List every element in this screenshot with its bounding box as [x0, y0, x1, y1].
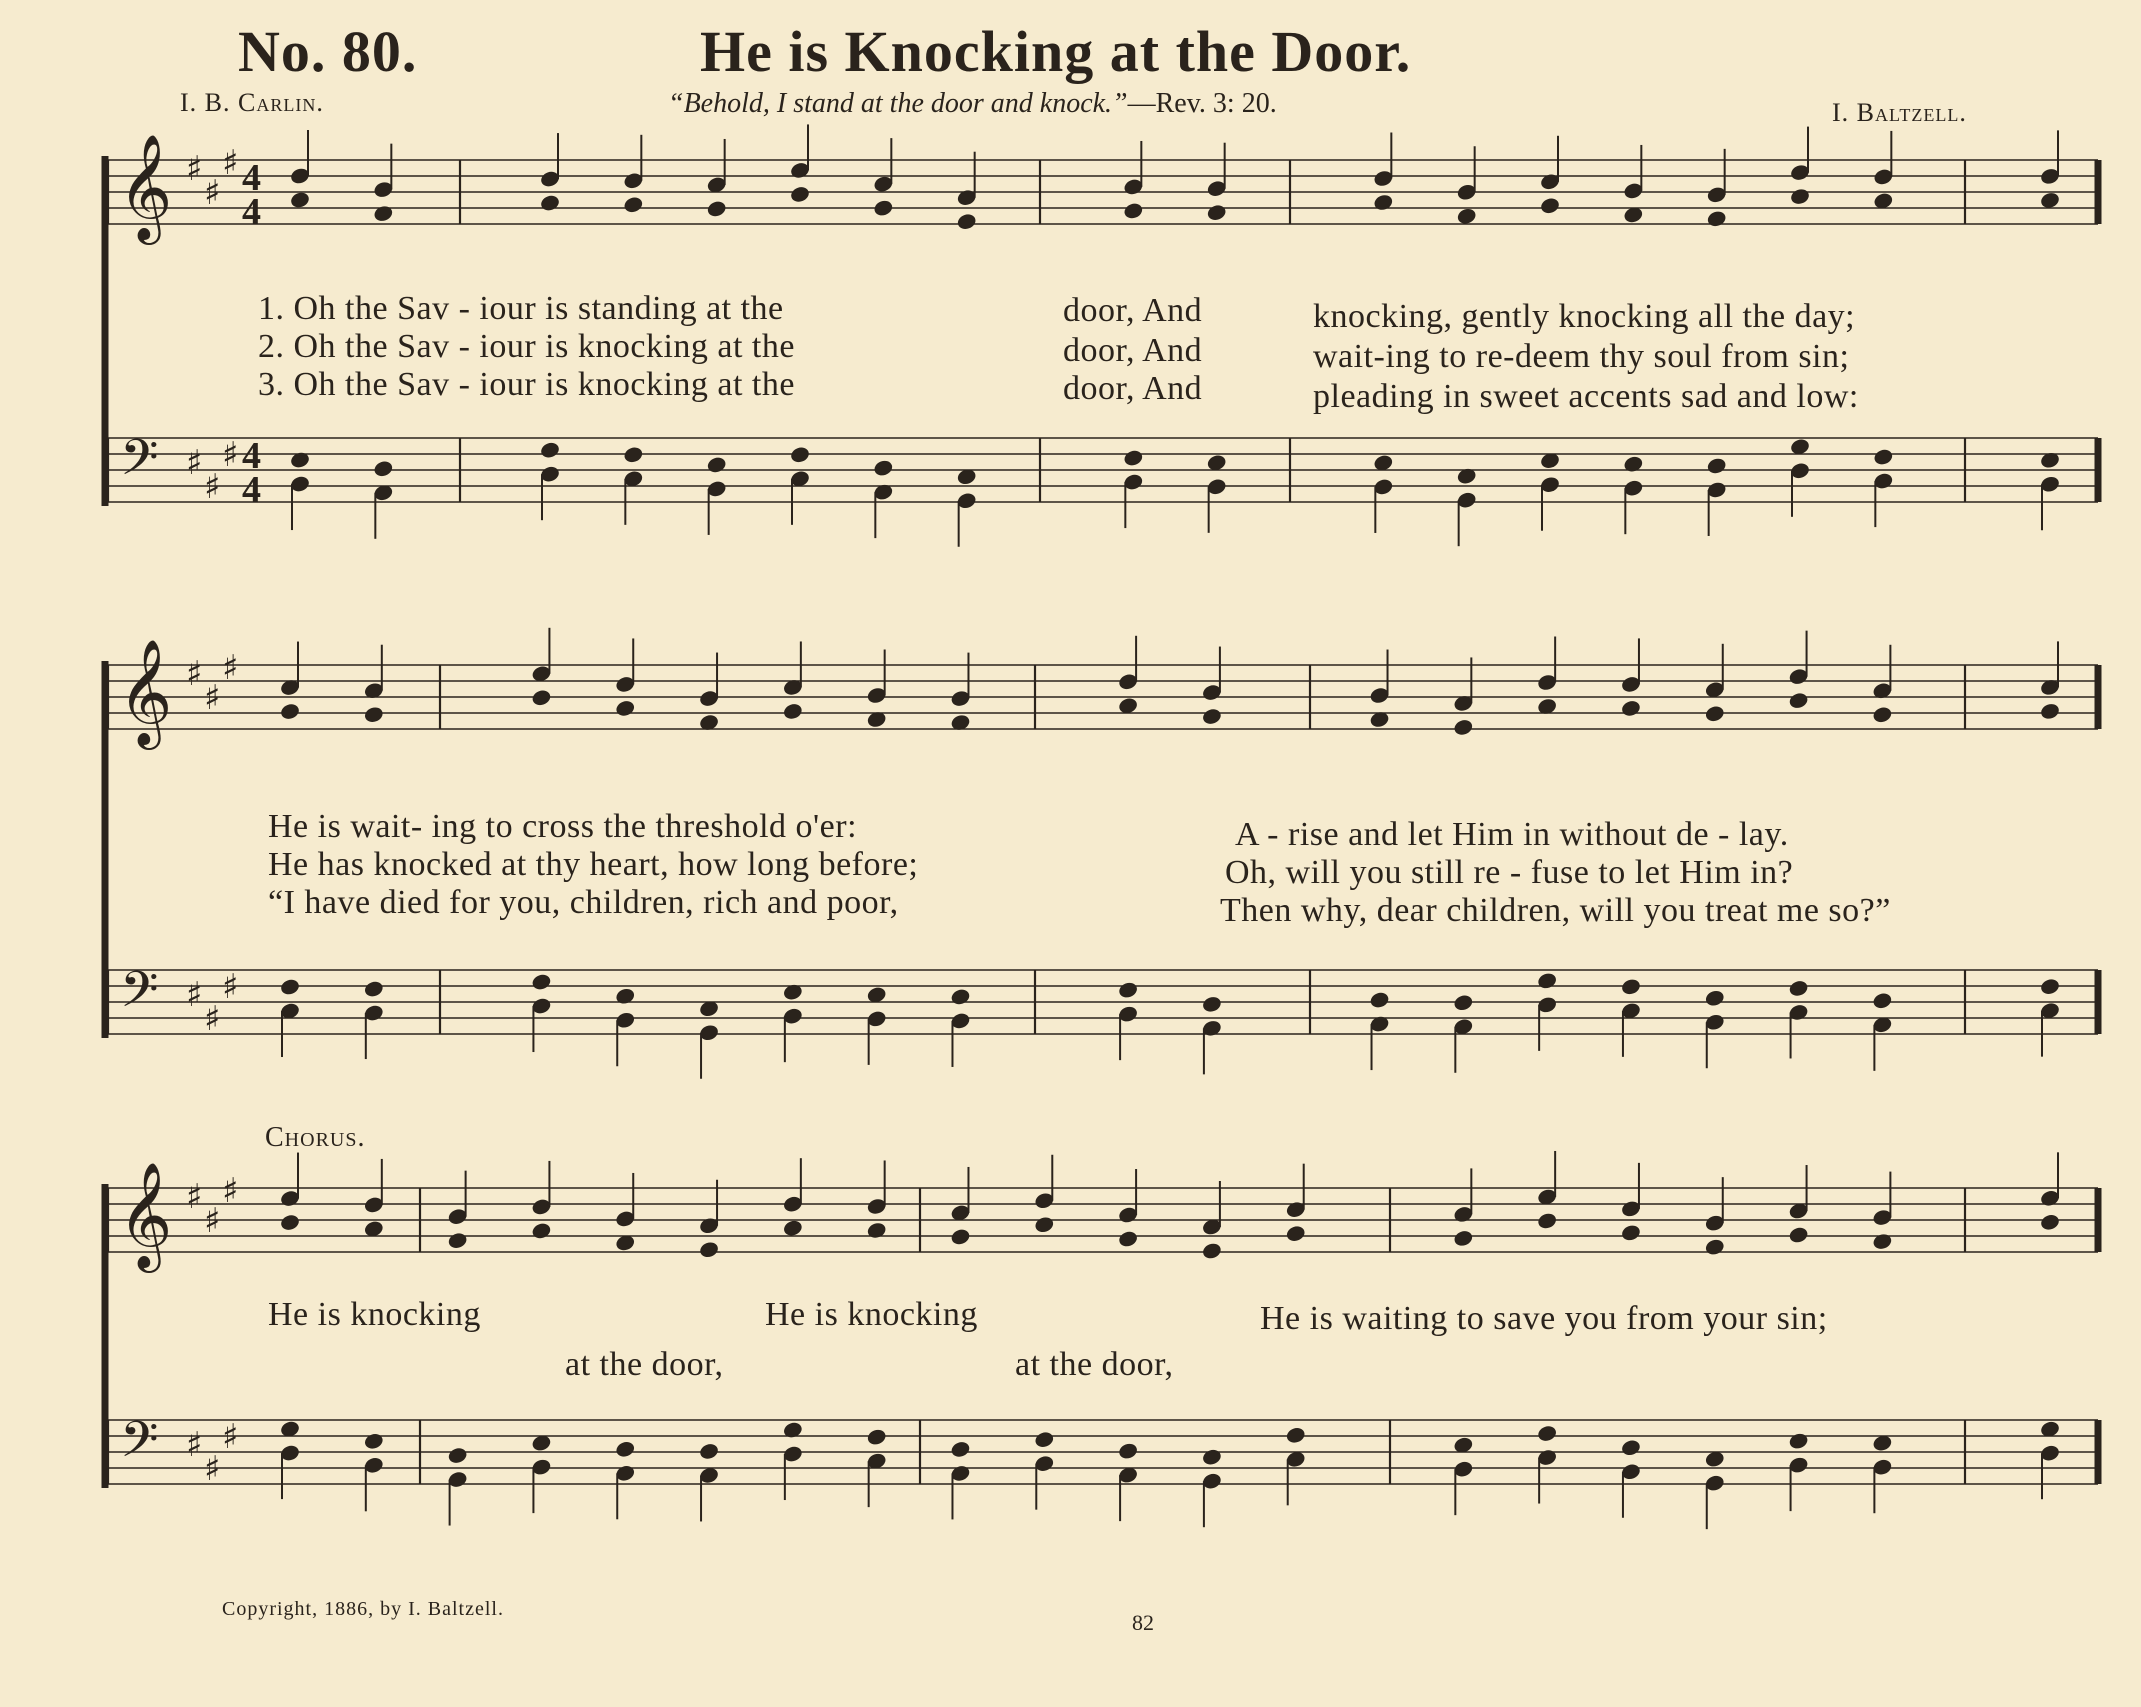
note-head — [1704, 1237, 1726, 1256]
bass-clef-icon: 𝄢 — [120, 961, 159, 1031]
time-signature-bottom: 4 — [242, 469, 261, 511]
note-head — [1620, 1223, 1642, 1242]
note-head — [539, 441, 561, 460]
note-head — [622, 445, 644, 464]
s1-verse3-part2: door, And — [1063, 370, 1203, 407]
s2-verse2-part1: He has knocked at thy heart, how long before; — [268, 846, 919, 883]
note-head — [372, 459, 394, 478]
note-head — [1788, 979, 1810, 998]
bass-clef-icon: 𝄢 — [120, 429, 159, 499]
sharp-icon: ♯ — [204, 1449, 221, 1489]
note-head — [1456, 207, 1478, 226]
note-head — [539, 193, 561, 212]
bass-clef-icon: 𝄢 — [120, 1411, 159, 1481]
chorus-line2-part1: at the door, — [565, 1346, 724, 1383]
note-head — [950, 987, 972, 1006]
note-head — [1706, 209, 1728, 228]
note-head — [531, 1221, 553, 1240]
note-head — [531, 688, 553, 707]
note-head — [1706, 456, 1728, 475]
scripture-quote: “Behold, I stand at the door and knock.” — [668, 88, 1128, 119]
sharp-icon: ♯ — [186, 149, 203, 189]
note-head — [1201, 1448, 1223, 1467]
note-head — [1372, 193, 1394, 212]
note-head — [1206, 203, 1228, 222]
note-head — [289, 190, 311, 209]
note-head — [1033, 1430, 1055, 1449]
note-head — [1201, 707, 1223, 726]
sharp-icon: ♯ — [222, 435, 239, 475]
note-head — [363, 979, 385, 998]
note-head — [1117, 1441, 1139, 1460]
note-head — [1452, 718, 1474, 737]
note-head — [1285, 1426, 1307, 1445]
hymn-title: He is Knocking at the Door. — [700, 19, 1412, 84]
note-head — [1201, 995, 1223, 1014]
s1-verse1-part2: door, And — [1063, 292, 1203, 329]
note-head — [1620, 1438, 1642, 1457]
s1-verse2-part2: door, And — [1063, 332, 1203, 369]
note-head — [1201, 1241, 1223, 1260]
note-head — [1872, 447, 1894, 466]
sharp-icon: ♯ — [222, 648, 239, 688]
s2-verse1-part1: He is wait- ing to cross the threshold o'er: — [268, 808, 858, 845]
note-head — [279, 977, 301, 996]
s1-verse1-part3: knocking, gently knocking all the day; — [1313, 298, 1856, 335]
note-head — [1536, 1211, 1558, 1230]
note-head — [1122, 201, 1144, 220]
chorus-line1-part2: He is knocking — [765, 1296, 978, 1333]
note-head — [622, 195, 644, 214]
time-signature-bottom: 4 — [242, 191, 261, 233]
treble-clef-icon: 𝄞 — [118, 638, 173, 745]
time-signature-top: 4 — [242, 435, 261, 477]
note-head — [1117, 980, 1139, 999]
note-head — [1872, 705, 1894, 724]
sharp-icon: ♯ — [186, 975, 203, 1015]
sharp-icon: ♯ — [204, 1201, 221, 1241]
note-head — [2039, 191, 2061, 210]
sharp-icon: ♯ — [222, 143, 239, 183]
note-head — [1704, 989, 1726, 1008]
sharp-icon: ♯ — [204, 678, 221, 718]
note-head — [1117, 1229, 1139, 1248]
s1-verse1-part1: 1. Oh the Sav - iour is standing at the — [258, 290, 784, 327]
note-head — [2039, 1213, 2061, 1232]
chorus-line1-part1: He is knocking — [268, 1296, 481, 1333]
note-head — [279, 702, 301, 721]
chorus-label: Chorus. — [265, 1122, 366, 1153]
s2-verse1-part2: A - rise and let Him in without de - lay. — [1235, 816, 1789, 853]
note-head — [363, 1432, 385, 1451]
chorus-line2-part2: at the door, — [1015, 1346, 1174, 1383]
note-head — [706, 199, 728, 218]
hymn-number: No. 80. — [238, 19, 418, 84]
note-head — [1620, 977, 1642, 996]
note-head — [2039, 977, 2061, 996]
scripture-citation: —Rev. 3: 20. — [1127, 88, 1277, 119]
note-head — [956, 212, 978, 231]
note-head — [1536, 1424, 1558, 1443]
s1-verse3-part1: 3. Oh the Sav - iour is knocking at the — [258, 366, 795, 403]
note-head — [866, 1427, 888, 1446]
note-head — [279, 1213, 301, 1232]
s1-verse2-part3: wait-ing to re-deem thy soul from sin; — [1313, 338, 1850, 375]
note-head — [614, 699, 636, 718]
sharp-icon: ♯ — [186, 654, 203, 694]
note-head — [447, 1231, 469, 1250]
note-head — [698, 1240, 720, 1259]
note-head — [363, 705, 385, 724]
s2-verse3-part2: Then why, dear children, will you treat me so?” — [1220, 892, 1891, 929]
note-head — [1872, 991, 1894, 1010]
note-head — [614, 1440, 636, 1459]
note-head — [872, 198, 894, 217]
note-head — [698, 1442, 720, 1461]
sharp-icon: ♯ — [186, 1177, 203, 1217]
note-head — [706, 455, 728, 474]
treble-clef-icon: 𝄞 — [118, 1161, 173, 1268]
note-head — [614, 987, 636, 1006]
sharp-icon: ♯ — [204, 467, 221, 507]
s2-verse3-part1: “I have died for you, children, rich and poor, — [268, 884, 899, 921]
note-head — [2039, 702, 2061, 721]
sharp-icon: ♯ — [204, 999, 221, 1039]
note-head — [1789, 187, 1811, 206]
note-head — [372, 204, 394, 223]
note-head — [1122, 448, 1144, 467]
note-head — [789, 445, 811, 464]
copyright-notice: Copyright, 1886, by I. Baltzell. — [222, 1598, 504, 1620]
lyricist: I. B. Carlin. — [180, 88, 324, 117]
sharp-icon: ♯ — [222, 1417, 239, 1457]
sharp-icon: ♯ — [222, 967, 239, 1007]
page-number: 82 — [1132, 1610, 1154, 1635]
treble-clef-icon: 𝄞 — [118, 133, 173, 240]
note-head — [1452, 993, 1474, 1012]
note-head — [866, 1221, 888, 1240]
note-head — [1872, 1232, 1894, 1251]
s1-verse3-part3: pleading in sweet accents sad and low: — [1313, 378, 1859, 415]
note-head — [1788, 1225, 1810, 1244]
note-head — [447, 1446, 469, 1465]
note-head — [950, 1227, 972, 1246]
sharp-icon: ♯ — [204, 173, 221, 213]
note-head — [1452, 1229, 1474, 1248]
note-head — [1369, 990, 1391, 1009]
note-head — [782, 702, 804, 721]
note-head — [950, 1440, 972, 1459]
note-head — [789, 185, 811, 204]
chorus-line1-part3: He is waiting to save you from your sin; — [1260, 1300, 1828, 1337]
note-head — [1033, 1215, 1055, 1234]
sharp-icon: ♯ — [186, 443, 203, 483]
s2-verse2-part2: Oh, will you still re - fuse to let Him in? — [1225, 854, 1794, 891]
note-head — [782, 1219, 804, 1238]
note-head — [1539, 196, 1561, 215]
note-head — [1622, 455, 1644, 474]
sharp-icon: ♯ — [222, 1171, 239, 1211]
composer: I. Baltzell. — [1832, 98, 1967, 127]
note-head — [1620, 699, 1642, 718]
note-head — [1536, 971, 1558, 990]
note-head — [531, 972, 553, 991]
note-head — [1704, 704, 1726, 723]
time-signature-top: 4 — [242, 157, 261, 199]
note-head — [1788, 691, 1810, 710]
note-head — [872, 458, 894, 477]
s1-verse2-part1: 2. Oh the Sav - iour is knocking at the — [258, 328, 795, 365]
sharp-icon: ♯ — [186, 1425, 203, 1465]
note-head — [1285, 1224, 1307, 1243]
note-head — [1788, 1431, 1810, 1450]
